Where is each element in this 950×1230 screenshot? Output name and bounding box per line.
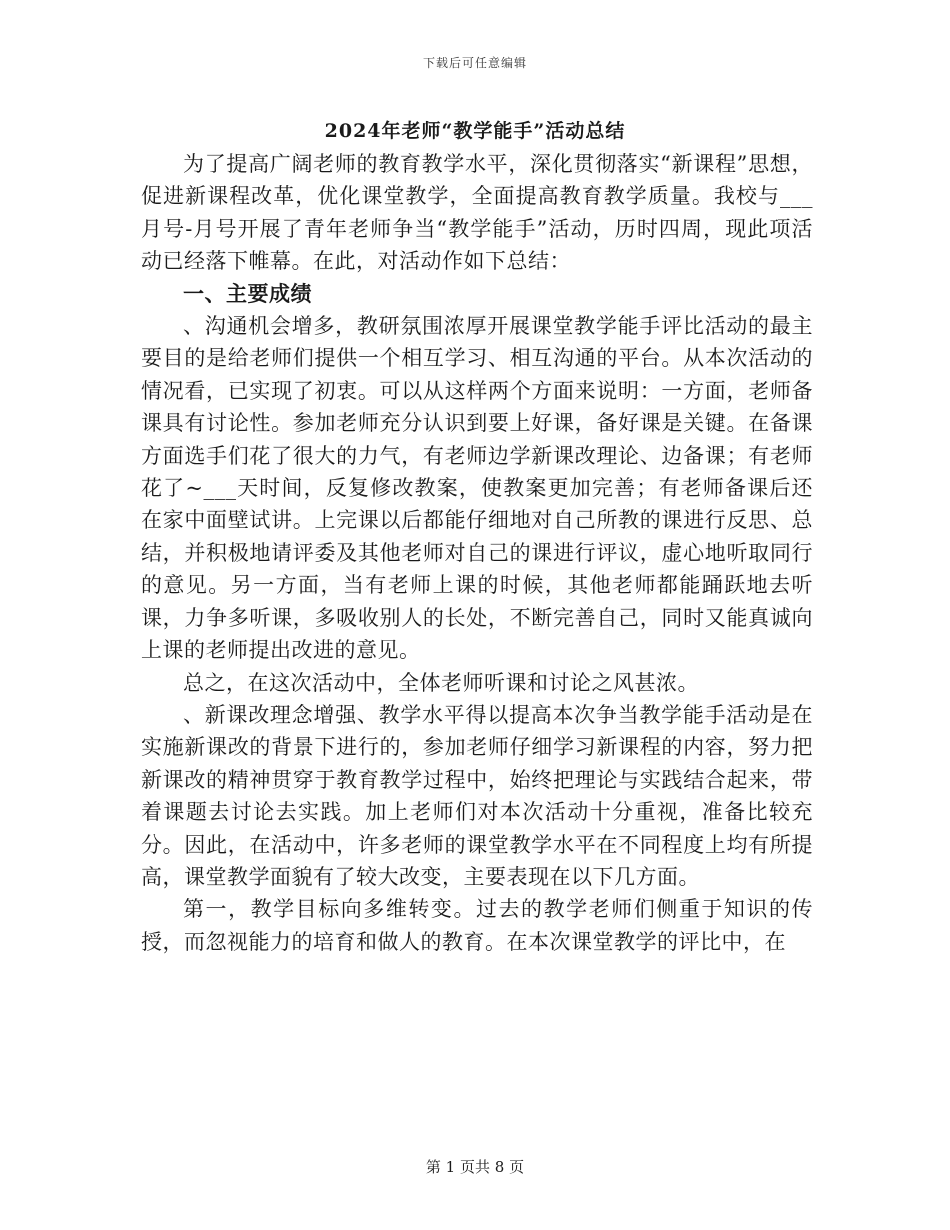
page-header-note: 下载后可任意编辑 xyxy=(422,56,527,70)
section-heading-main-achievements: 一、主要成绩 xyxy=(183,280,312,306)
page-number: 第 1 页共 8 页 xyxy=(425,1158,525,1176)
paragraph-teaching-goals: 第一，教学目标向多维转变。过去的教学老师们侧重于知识的传授，而忽视能力的培育和做人的教育。在本次课堂教学的评比中，在 xyxy=(141,897,813,954)
document-body xyxy=(141,148,813,958)
document-title: 2024年老师“教学能手”活动总结 xyxy=(324,120,626,142)
paragraph-intro: 为了提高广阔老师的教育教学水平，深化贯彻落实“新课程”思想，促进新课程改革，优化课堂教学，全面提高教育教学质量。我校与___月号-月号开展了青年老师争当“教学能手”活动，历时四周，现此项活动已经落下帷幕。在此，对活动作如下总结： xyxy=(141,152,813,274)
paragraph-communication: 、沟通机会增多，教研氛围浓厚开展课堂教学能手评比活动的最主要目的是给老师们提供一个相互学习、相互沟通的平台。从本次活动的情况看，已实现了初衷。可以从这样两个方面来说明：一方面，老师备课具有讨论性。参加老师充分认识到要上好课，备好课是关键。在备课方面选手们花了很大的力气，有老师边学新课改理论、边备课；有老师花了~___天时间，反复修改教案，使教案更加完善；有老师备课后还在家中面壁试讲。上完课以后都能仔细地对自己所教的课进行反思、总结，并积极地请评委及其他老师对自己的课进行评议，虚心地听取同行的意见。另一方面，当有老师上课的时候，其他老师都能踊跃地去听课，力争多听课，多吸收别人的长处，不断完善自己，同时又能真诚向上课的老师提出改进的意见。 xyxy=(141,314,813,663)
paragraph-summary: 总之，在这次活动中，全体老师听课和讨论之风甚浓。 xyxy=(183,670,699,695)
paragraph-new-curriculum: 、新课改理念增强、教学水平得以提高本次争当教学能手活动是在实施新课改的背景下进行的，参加老师仔细学习新课程的内容，努力把新课改的精神贯穿于教育教学过程中，始终把理论与实践结合起来，带着课题去讨论去实践。加上老师们对本次活动十分重视，准备比较充分。因此，在活动中，许多老师的课堂教学水平在不同程度上均有所提高，课堂教学面貌有了较大改变，主要表现在以下几方面。 xyxy=(141,702,813,889)
